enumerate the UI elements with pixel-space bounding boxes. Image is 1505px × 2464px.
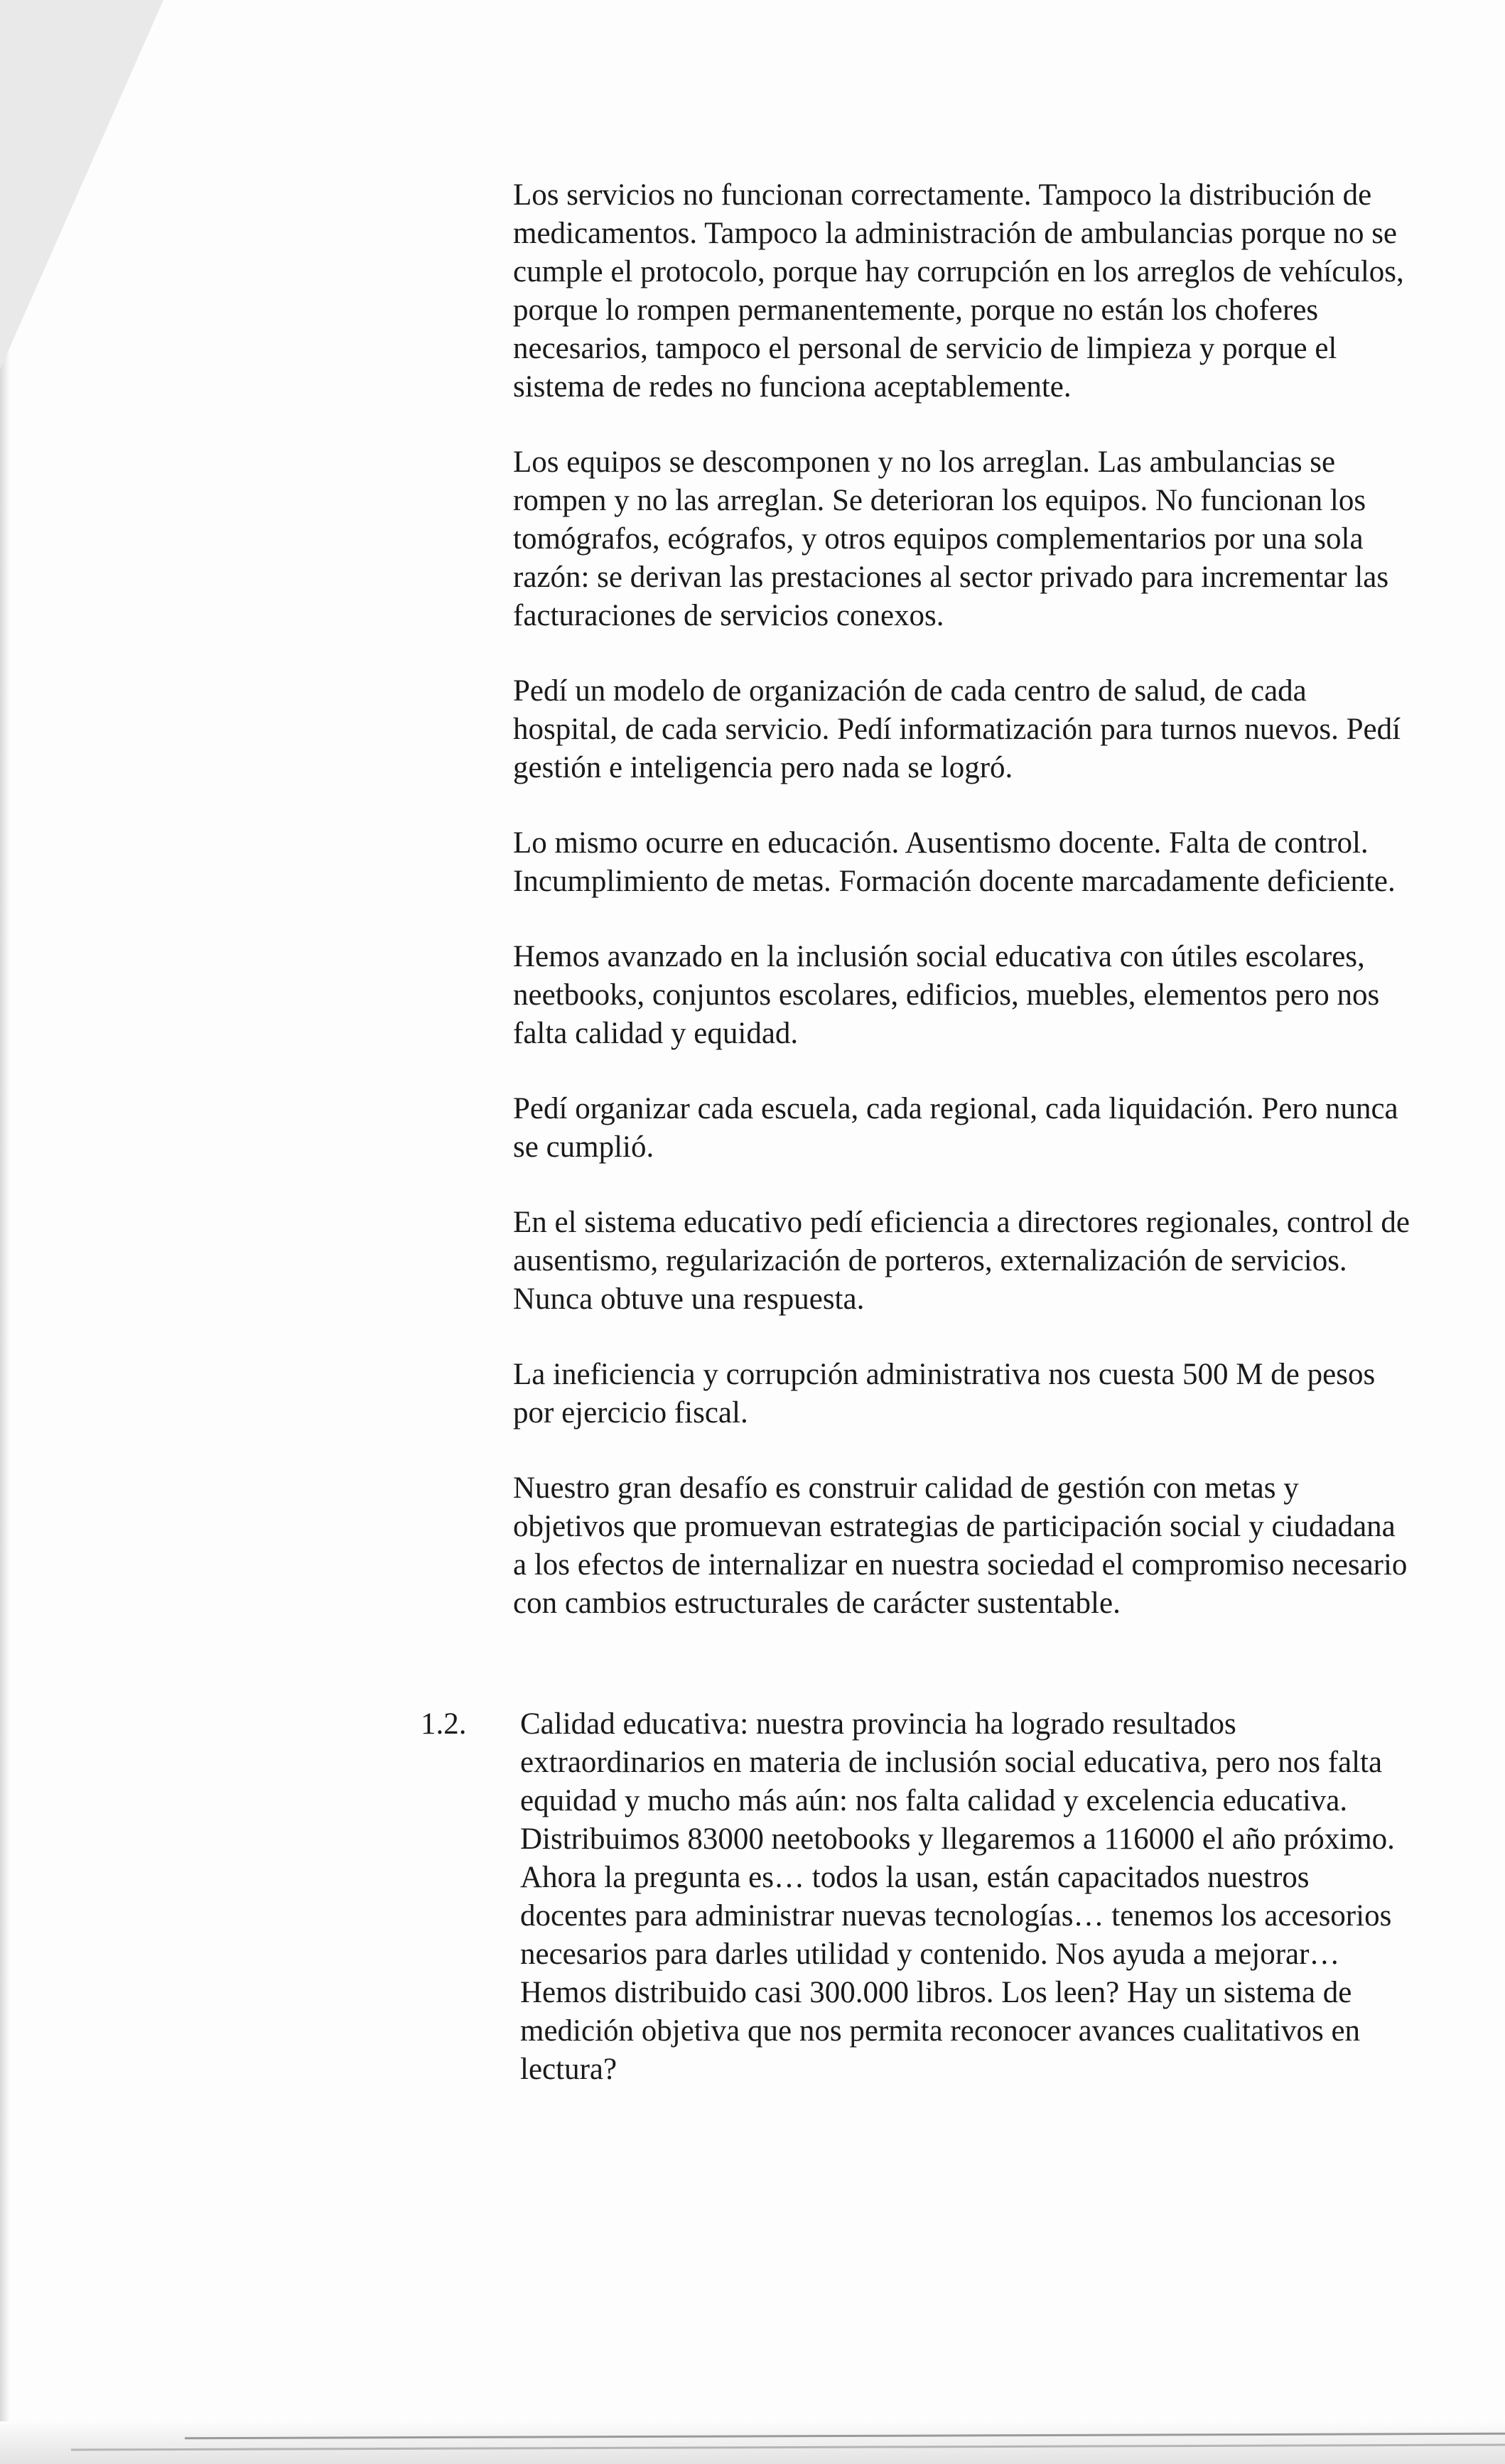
paragraph-servicios: Los servicios no funcionan correctamente. Tampoco la distribución de medicamentos. Tampoco la administración de ambulancias porque no se cumple el protocolo, porque hay corrupción en los arreglos de vehículos, porque lo rompen permanentemente, porque no están los choferes necesarios, tampoco el personal de servicio de limpieza y porque el sistema de redes no funciona aceptablemente. xyxy=(513,178,1404,404)
section-number: 1.2. xyxy=(421,1707,467,1741)
scan-folded-corner xyxy=(0,0,163,369)
paragraph-organizar-escuela: Pedí organizar cada escuela, cada regional, cada liquidación. Pero nunca se cumplió. xyxy=(513,1092,1398,1164)
paragraph-desafio: Nuestro gran desafío es construir calidad de gestión con metas y objetivos que promuevan estrategias de participación social y ciudadana a los efectos de internalizar en nuestra sociedad el compromiso necesario con cambios estructurales de carácter sustentable. xyxy=(513,1471,1408,1620)
paragraph-ineficiencia: La ineficiencia y corrupción administrativa nos cuesta 500 M de pesos por ejercicio fiscal. xyxy=(513,1358,1376,1430)
body-text xyxy=(513,176,1494,1660)
paragraph-inclusion-social: Hemos avanzado en la inclusión social educativa con útiles escolares, neetbooks, conjuntos escolares, edificios, muebles, elementos pero nos falta calidad y equidad. xyxy=(513,940,1380,1050)
paragraph-modelo-organizacion: Pedí un modelo de organización de cada centro de salud, de cada hospital, de cada servicio. Pedí informatización para turnos nuevos. Pedí gestión e inteligencia pero nada se logró. xyxy=(513,674,1401,784)
section-text-calidad-educativa: Calidad educativa: nuestra provincia ha logrado resultados extraordinarios en materia de inclusión social educativa, pero nos falta equidad y mucho más aún: nos falta calidad y excelencia educativa. Distribuimos 83000 neetobooks y llegaremos a 116000 el año próximo. Ahora la pregunta es… todos la usan, están capacitados nuestros docentes para administrar nuevas tecnologías… tenemos los accesorios necesarios para darles utilidad y contenido. Nos ayuda a mejorar… Hemos distribuido casi 300.000 libros. Los leen? Hay un sistema de medición objetiva que nos permita reconocer avances cualitativos en lectura? xyxy=(520,1707,1395,2086)
paragraph-equipos: Los equipos se descomponen y no los arreglan. Las ambulancias se rompen y no las arreglan. Se deterioran los equipos. No funcionan los tomógrafos, ecógrafos, y otros equipos complementarios por una sola razón: se derivan las prestaciones al sector privado para incrementar las facturaciones de servicios conexos. xyxy=(513,445,1389,632)
paragraph-sistema-educativo: En el sistema educativo pedí eficiencia a directores regionales, control de ausentismo, regularización de porteros, externalización de servicios. Nunca obtuve una respuesta. xyxy=(513,1206,1410,1316)
paragraph-educacion: Lo mismo ocurre en educación. Ausentismo docente. Falta de control. Incumplimiento de metas. Formación docente marcadamente deficiente. xyxy=(513,826,1396,898)
scan-bottom-edge xyxy=(0,2421,1505,2464)
scan-left-shadow xyxy=(0,0,10,2464)
